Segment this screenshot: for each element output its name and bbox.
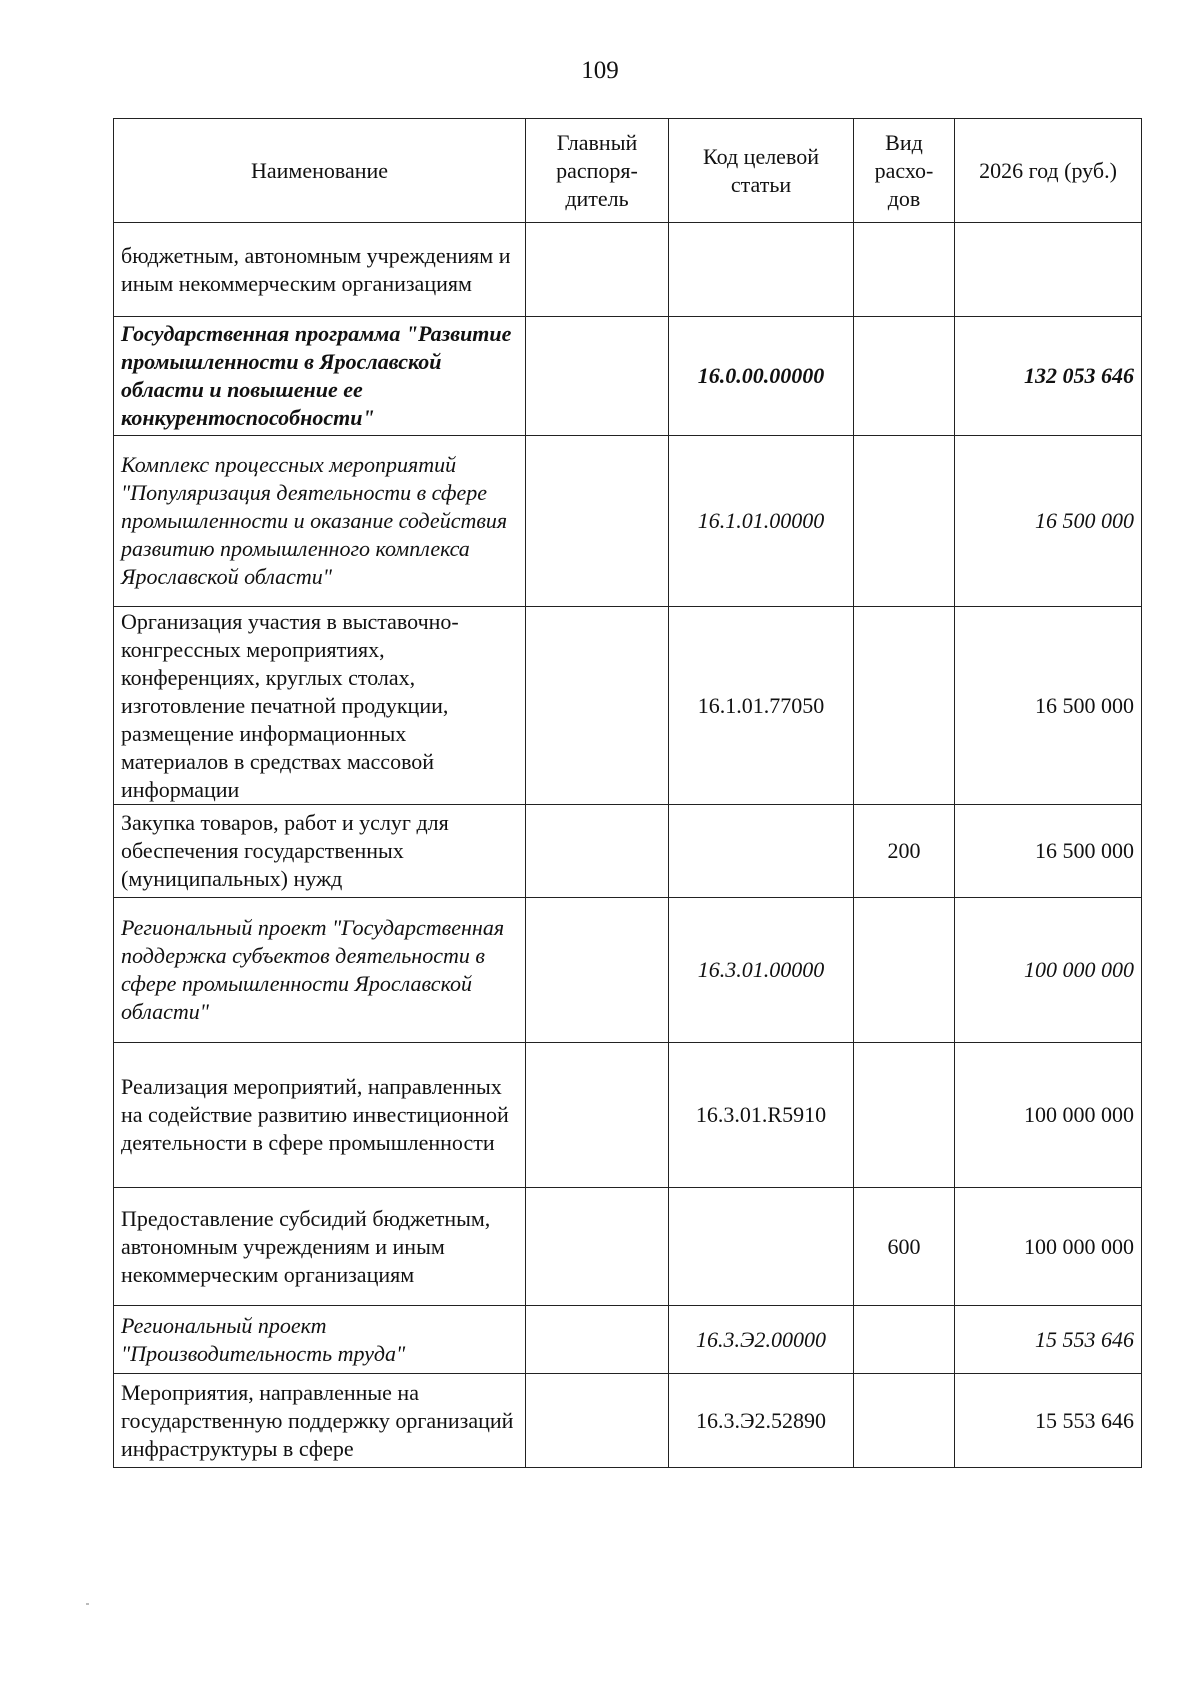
header-code xyxy=(669,119,854,223)
scan-speck xyxy=(86,1603,89,1605)
amount-cell: 16 500 000 xyxy=(955,436,1142,607)
name-cell: Государственная программа "Развитие промышленности в Ярославской области и повышение ее конкурентоспособности" xyxy=(114,317,526,436)
kind-cell xyxy=(854,223,955,317)
name-cell: Комплекс процессных мероприятий "Популяризация деятельности в сфере промышленности и оказание содействия развитию промышленного комплекса Ярославской области" xyxy=(114,436,526,607)
header-code-text: Код целевой статьи xyxy=(703,143,819,197)
table-row xyxy=(114,898,1142,1043)
header-name xyxy=(114,119,526,223)
amount-cell: 100 000 000 xyxy=(955,898,1142,1043)
manager-cell xyxy=(526,1306,669,1374)
page-number: 109 xyxy=(581,57,619,84)
code-cell: 16.1.01.77050 xyxy=(669,607,854,805)
amount-cell: 15 553 646 xyxy=(955,1306,1142,1374)
code-cell xyxy=(669,223,854,317)
table-row xyxy=(114,1188,1142,1306)
amount-cell: 132 053 646 xyxy=(955,317,1142,436)
amount-cell: 16 500 000 xyxy=(955,607,1142,805)
code-cell: 16.3.Э2.52890 xyxy=(669,1374,854,1468)
amount-cell: 100 000 000 xyxy=(955,1188,1142,1306)
manager-cell xyxy=(526,607,669,805)
header-manager xyxy=(526,119,669,223)
table-row xyxy=(114,1306,1142,1374)
amount-cell: 100 000 000 xyxy=(955,1043,1142,1188)
manager-cell xyxy=(526,805,669,898)
name-cell: Региональный проект "Государственная поддержка субъектов деятельности в сфере промышленности Ярославской области" xyxy=(114,898,526,1043)
kind-cell xyxy=(854,898,955,1043)
code-cell: 16.3.01.00000 xyxy=(669,898,854,1043)
table-row xyxy=(114,223,1142,317)
kind-cell xyxy=(854,1043,955,1188)
table-row xyxy=(114,436,1142,607)
manager-cell xyxy=(526,1374,669,1468)
name-cell: Реализация мероприятий, направленных на содействие развитию инвестиционной деятельности в сфере промышленности xyxy=(114,1043,526,1188)
name-cell: Мероприятия, направленные на государственную поддержку организаций инфраструктуры в сфере xyxy=(114,1374,526,1468)
code-cell: 16.0.00.00000 xyxy=(669,317,854,436)
manager-cell xyxy=(526,436,669,607)
kind-cell xyxy=(854,607,955,805)
manager-cell xyxy=(526,1043,669,1188)
code-cell xyxy=(669,805,854,898)
name-cell: Предоставление субсидий бюджетным, автономным учреждениям и иным некоммерческим организациям xyxy=(114,1188,526,1306)
table-row xyxy=(114,1043,1142,1188)
header-kind xyxy=(854,119,955,223)
manager-cell xyxy=(526,1188,669,1306)
table-body xyxy=(114,223,1142,1468)
table-row xyxy=(114,317,1142,436)
amount-cell: 15 553 646 xyxy=(955,1374,1142,1468)
header-kind-text: Вид расхо-дов xyxy=(874,129,934,211)
manager-cell xyxy=(526,317,669,436)
name-cell: Закупка товаров, работ и услуг для обеспечения государственных (муниципальных) нужд xyxy=(114,805,526,898)
table-row xyxy=(114,805,1142,898)
budget-table xyxy=(113,118,1142,1468)
kind-cell xyxy=(854,436,955,607)
kind-cell: 200 xyxy=(854,805,955,898)
code-cell: 16.3.Э2.00000 xyxy=(669,1306,854,1374)
kind-cell xyxy=(854,1374,955,1468)
code-cell xyxy=(669,1188,854,1306)
header-row xyxy=(114,119,1142,223)
code-cell: 16.1.01.00000 xyxy=(669,436,854,607)
table-row xyxy=(114,1374,1142,1468)
name-cell: Организация участия в выставочно-конгрессных мероприятиях, конференциях, круглых столах, изготовление печатной продукции, размещение информационных материалов в средствах массовой информации xyxy=(114,607,526,805)
header-name-text: Наименование xyxy=(250,157,389,183)
name-cell: бюджетным, автономным учреждениям и иным некоммерческим организациям xyxy=(114,223,526,317)
amount-cell xyxy=(955,223,1142,317)
header-manager-text: Главный распоря-дитель xyxy=(556,129,638,211)
kind-cell: 600 xyxy=(854,1188,955,1306)
header-amount-text: 2026 год (руб.) xyxy=(979,157,1117,183)
code-cell: 16.3.01.R5910 xyxy=(669,1043,854,1188)
table-row xyxy=(114,607,1142,805)
header-amount xyxy=(955,119,1142,223)
manager-cell xyxy=(526,223,669,317)
name-cell: Региональный проект "Производительность труда" xyxy=(114,1306,526,1374)
kind-cell xyxy=(854,1306,955,1374)
manager-cell xyxy=(526,898,669,1043)
amount-cell: 16 500 000 xyxy=(955,805,1142,898)
kind-cell xyxy=(854,317,955,436)
